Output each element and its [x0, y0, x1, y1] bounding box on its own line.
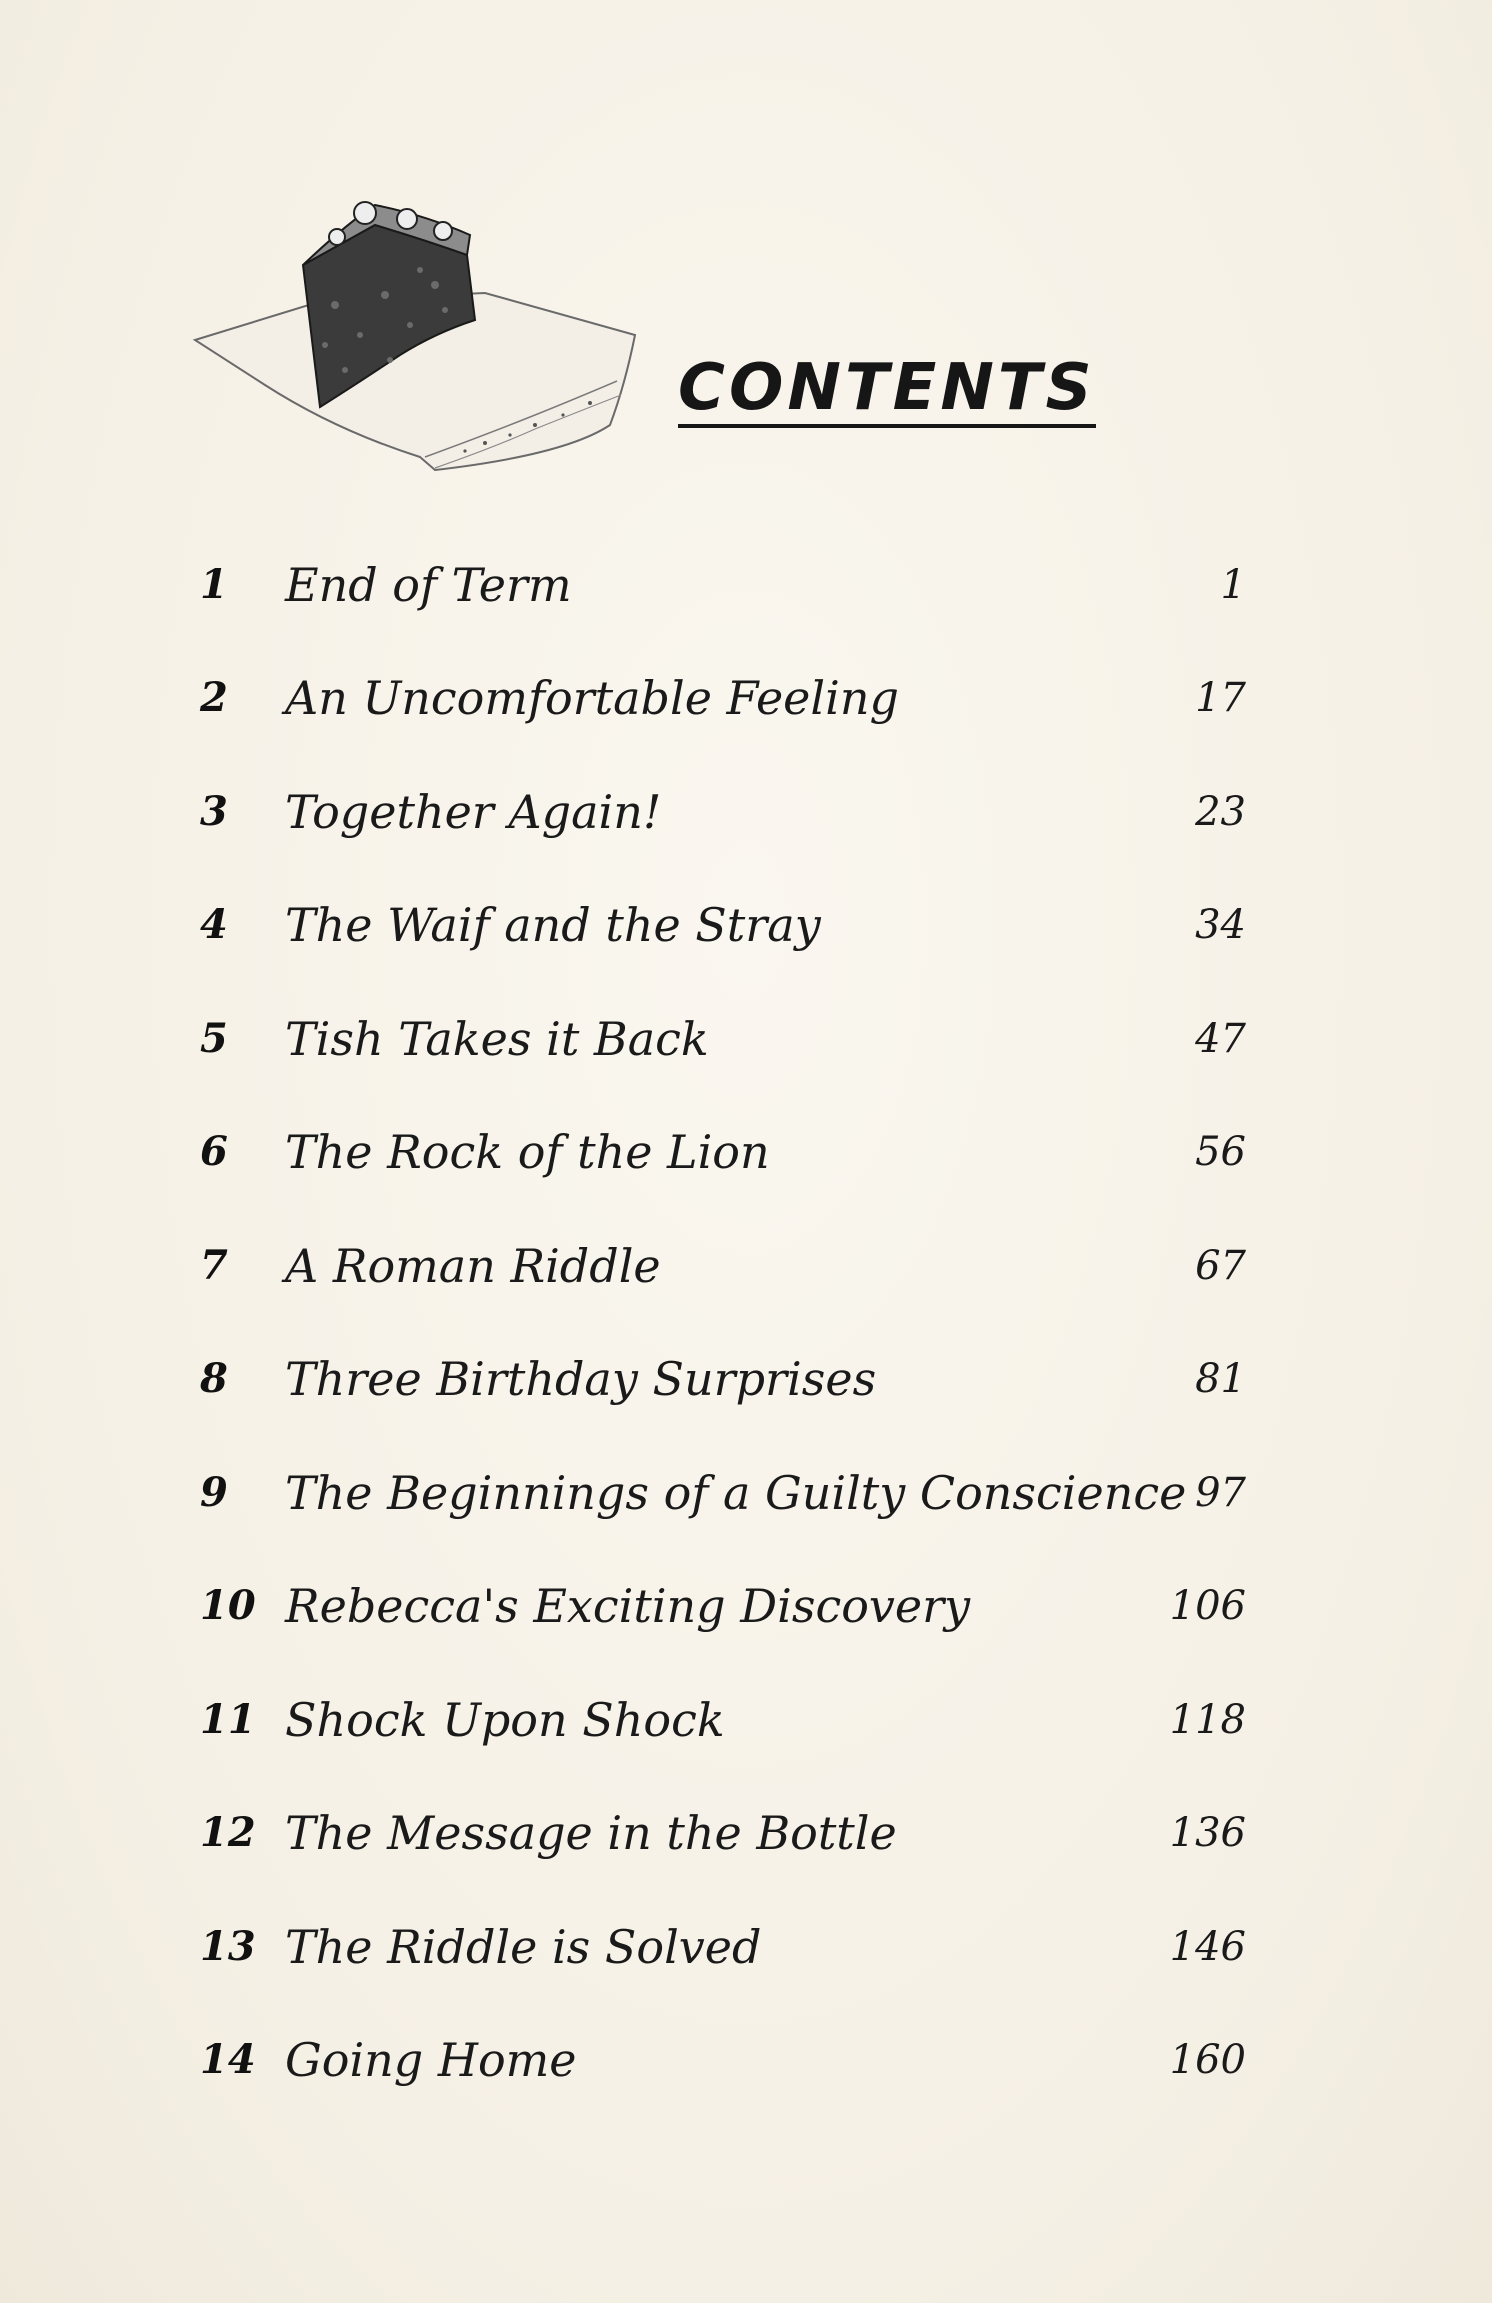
- toc-row: [0, 1226, 1492, 1306]
- chapter-number: 8: [200, 1355, 228, 1402]
- chapter-page-number: 81: [1195, 1356, 1246, 1402]
- chapter-title: Together Again!: [285, 785, 662, 839]
- chapter-page-number: 1: [1220, 562, 1246, 608]
- chapter-title: The Beginnings of a Guilty Conscience: [285, 1466, 1187, 1520]
- chapter-number: 10: [200, 1582, 256, 1629]
- chapter-number: 4: [200, 901, 228, 948]
- chapter-title: End of Term: [285, 558, 572, 612]
- chapter-page-number: 136: [1169, 1810, 1246, 1856]
- chapter-title: The Waif and the Stray: [285, 898, 821, 952]
- chapter-title: Three Birthday Surprises: [285, 1352, 877, 1406]
- chapter-page-number: 160: [1169, 2037, 1246, 2083]
- toc-row: [0, 999, 1492, 1079]
- chapter-page-number: 34: [1195, 902, 1246, 948]
- chapter-number: 6: [200, 1128, 228, 1175]
- chapter-page-number: 23: [1195, 789, 1246, 835]
- toc-row: [0, 1566, 1492, 1646]
- toc-row: [0, 885, 1492, 965]
- chapter-page-number: 106: [1169, 1583, 1246, 1629]
- chapter-number: 13: [200, 1923, 256, 1970]
- chapter-title: The Rock of the Lion: [285, 1125, 770, 1179]
- chapter-page-number: 67: [1195, 1243, 1246, 1289]
- toc-row: [0, 772, 1492, 852]
- toc-row: [0, 1680, 1492, 1760]
- chapter-number: 11: [200, 1696, 256, 1743]
- cake-slice-icon: [185, 185, 655, 475]
- chapter-page-number: 17: [1195, 675, 1246, 721]
- chapter-page-number: 97: [1195, 1470, 1246, 1516]
- chapter-title: Going Home: [285, 2033, 577, 2087]
- chapter-number: 9: [200, 1469, 228, 1516]
- chapter-page-number: 47: [1195, 1016, 1246, 1062]
- chapter-number: 1: [200, 561, 228, 608]
- chapter-title: The Message in the Bottle: [285, 1806, 897, 1860]
- toc-row: [0, 2020, 1492, 2100]
- chapter-number: 2: [200, 674, 228, 721]
- chapter-title: Shock Upon Shock: [285, 1693, 725, 1747]
- toc-row: [0, 1907, 1492, 1987]
- chapter-title: Rebecca's Exciting Discovery: [285, 1579, 971, 1633]
- chapter-title: Tish Takes it Back: [285, 1012, 709, 1066]
- chapter-page-number: 118: [1169, 1697, 1246, 1743]
- toc-row: [0, 658, 1492, 738]
- chapter-number: 12: [200, 1809, 256, 1856]
- toc-row: [0, 1112, 1492, 1192]
- toc-row: [0, 1339, 1492, 1419]
- toc-row: [0, 545, 1492, 625]
- chapter-number: 7: [200, 1242, 228, 1289]
- chapter-number: 14: [200, 2036, 256, 2083]
- chapter-title: A Roman Riddle: [285, 1239, 661, 1293]
- chapter-title: An Uncomfortable Feeling: [285, 671, 899, 725]
- toc-row: [0, 1793, 1492, 1873]
- chapter-page-number: 56: [1195, 1129, 1246, 1175]
- chapter-number: 3: [200, 788, 228, 835]
- chapter-number: 5: [200, 1015, 228, 1062]
- chapter-page-number: 146: [1169, 1924, 1246, 1970]
- toc-row: [0, 1453, 1492, 1533]
- page-title: CONTENTS: [678, 355, 1096, 428]
- chapter-title: The Riddle is Solved: [285, 1920, 762, 1974]
